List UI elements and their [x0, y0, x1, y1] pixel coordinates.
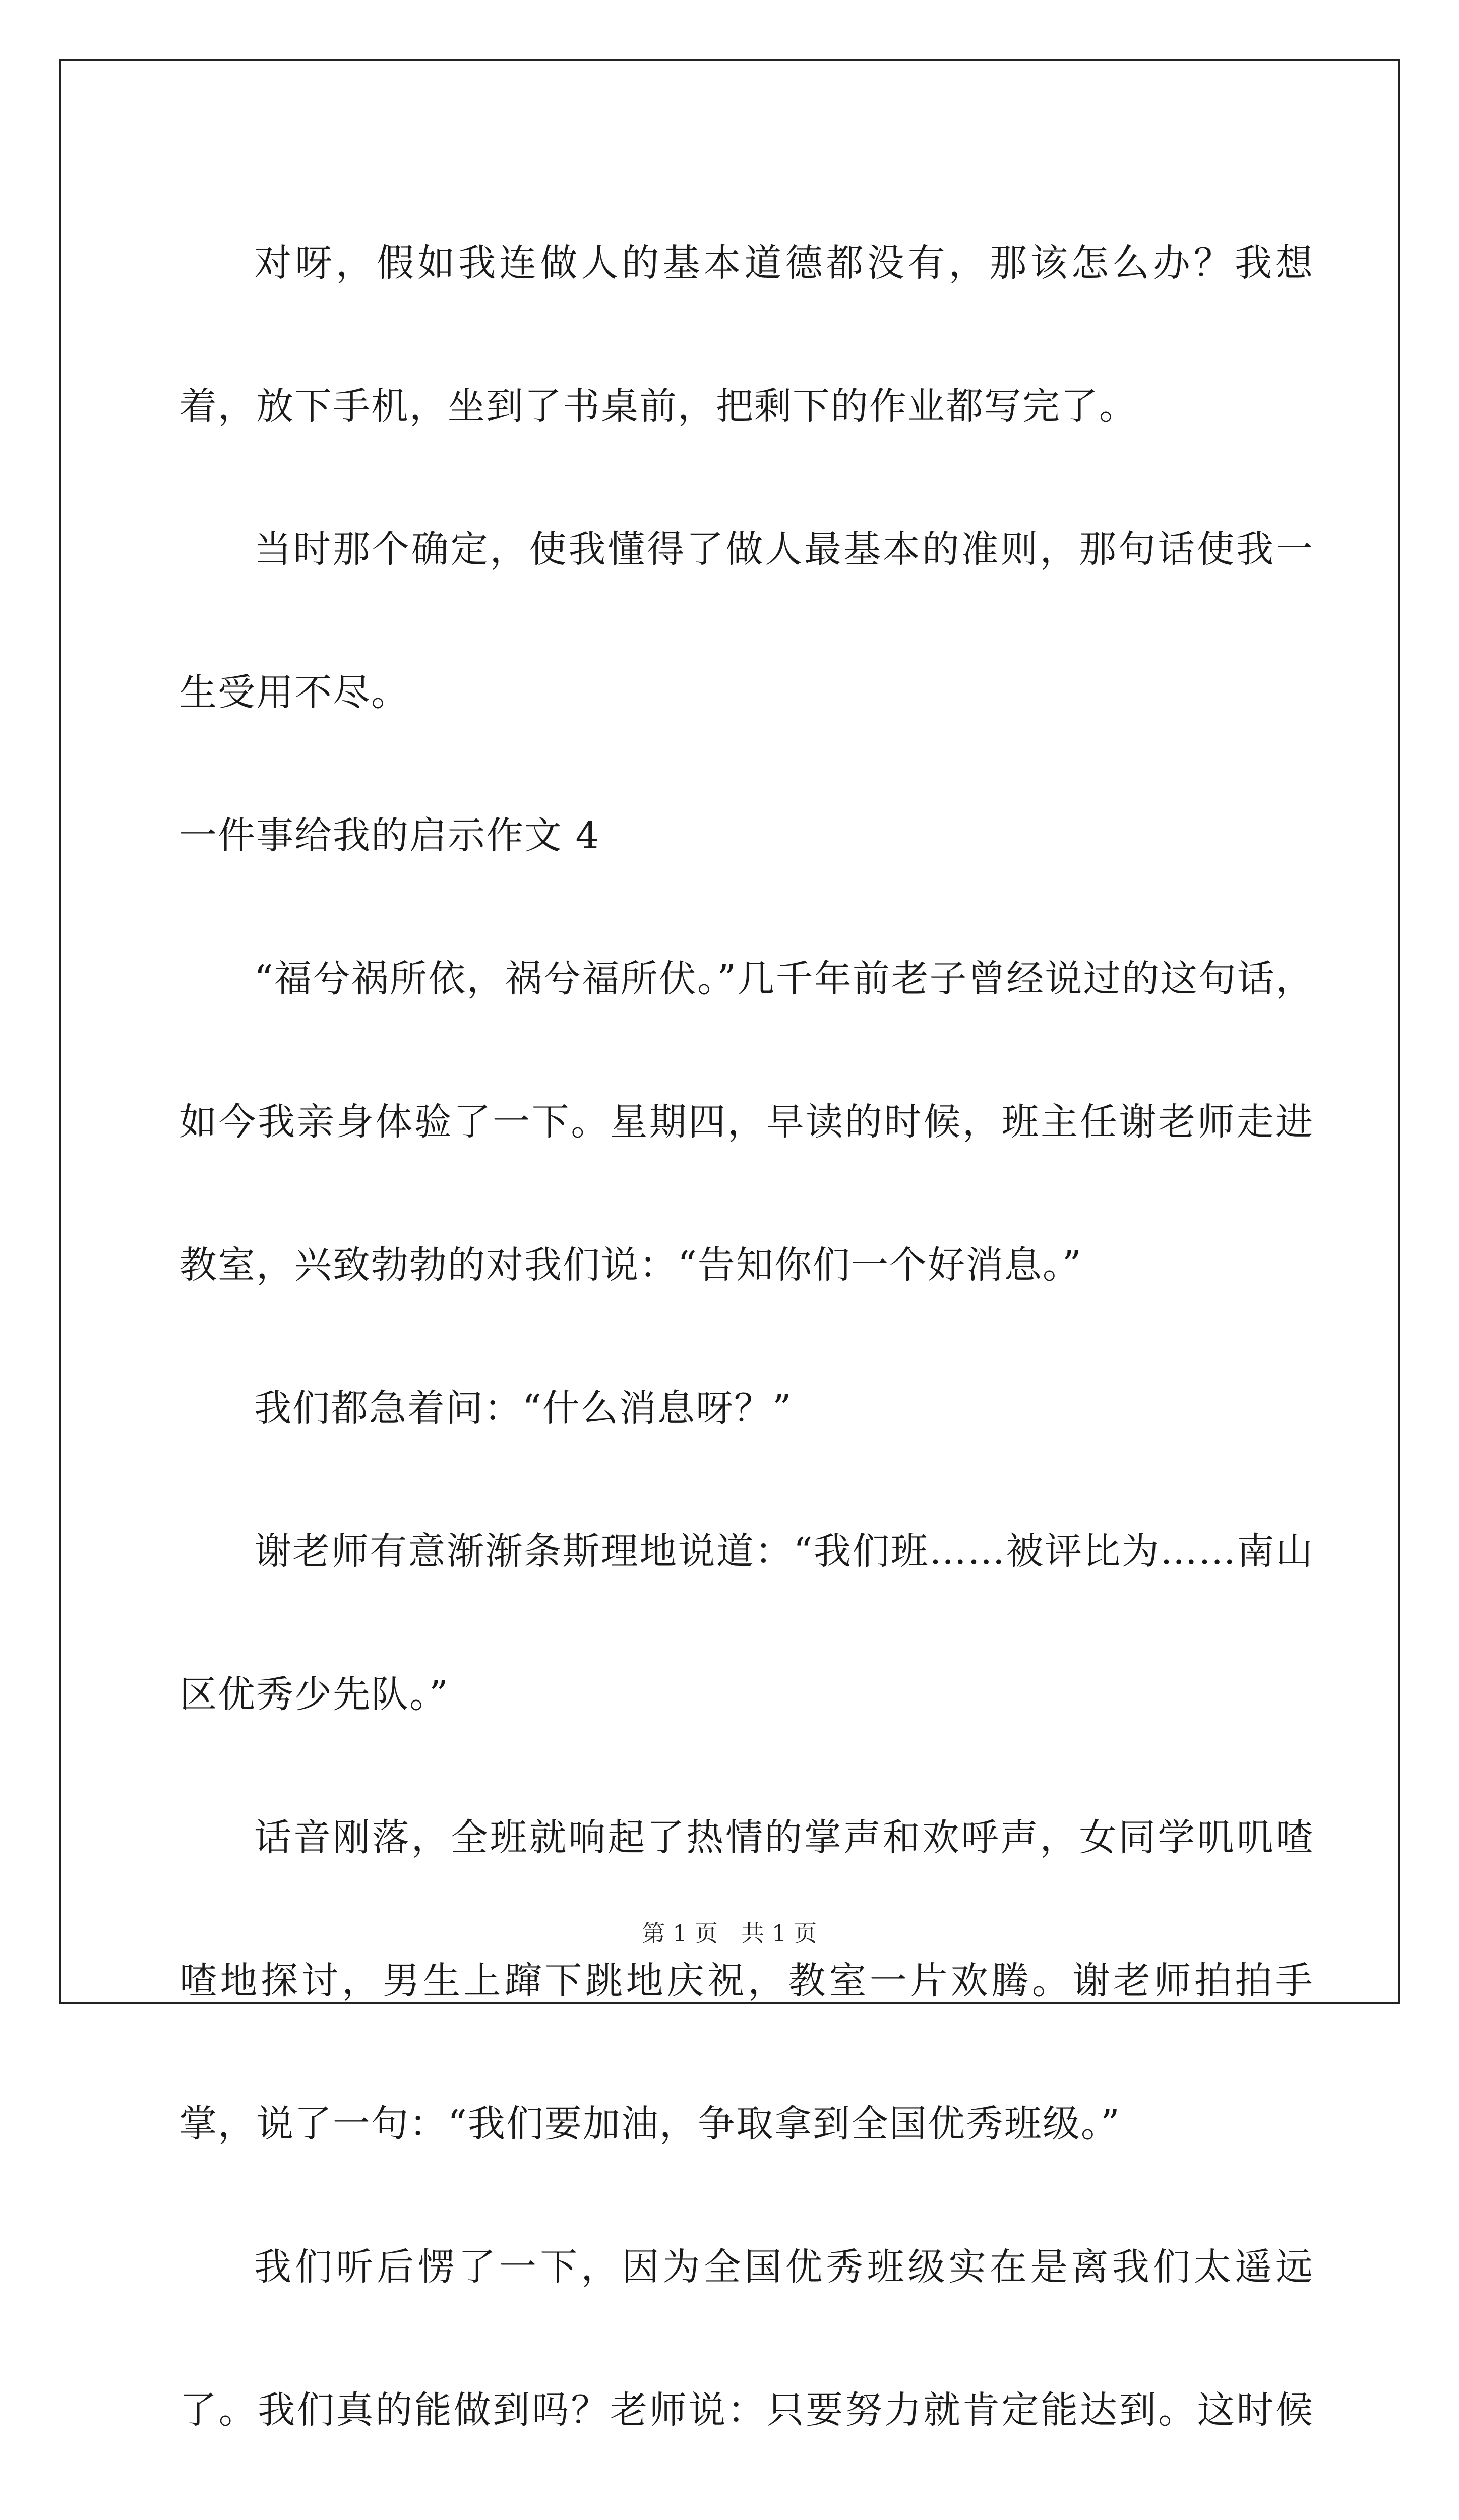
paragraph: 当时那个确定，使我懂得了做人最基本的准则，那句话使我一生受用不尽。	[179, 528, 1314, 714]
paragraph: 我们都急着问：“什么消息呀？”	[254, 1387, 793, 1430]
paragraph: 话音刚落，全班就响起了热情的掌声和欢呼声，女同学叽叽喳喳地探讨，男生上蹿下跳地庆祝，教室一片欢腾。谢老师拍拍手掌，说了一句：“我们要加油，争取拿到全国优秀班级。”	[179, 1816, 1314, 2146]
paragraph: 对呀，假如我连做人的基本道德都没有，那该怎么办？我想着，放下手机，坐到了书桌前，把剩下的作业都写完了。	[179, 241, 1314, 428]
paragraph: 我们听后愣了一下，因为全国优秀班级实在是离我们太遥远了。我们真的能做到吗？老师说：只要努力就肯定能达到。这时候	[179, 2245, 1314, 2432]
document-body	[179, 192, 1314, 2520]
section-title: 一件事给我的启示作文 4	[179, 814, 600, 857]
paragraph: “福兮祸所依，祸兮福所伏。”几千年前老子曾经说过的这句话，如今我亲身体验了一下。星期四，早读的时候，班主任谢老师走进教室，兴致勃勃的对我们说：“告知你们一个好消息。”	[179, 957, 1314, 1287]
page-footer: 第 1 页 共 1 页	[642, 1920, 817, 1947]
paragraph: 谢老师有意渐渐条斯理地说道：“我们班……被评比为……南山区优秀少先队。”	[179, 1530, 1314, 1716]
